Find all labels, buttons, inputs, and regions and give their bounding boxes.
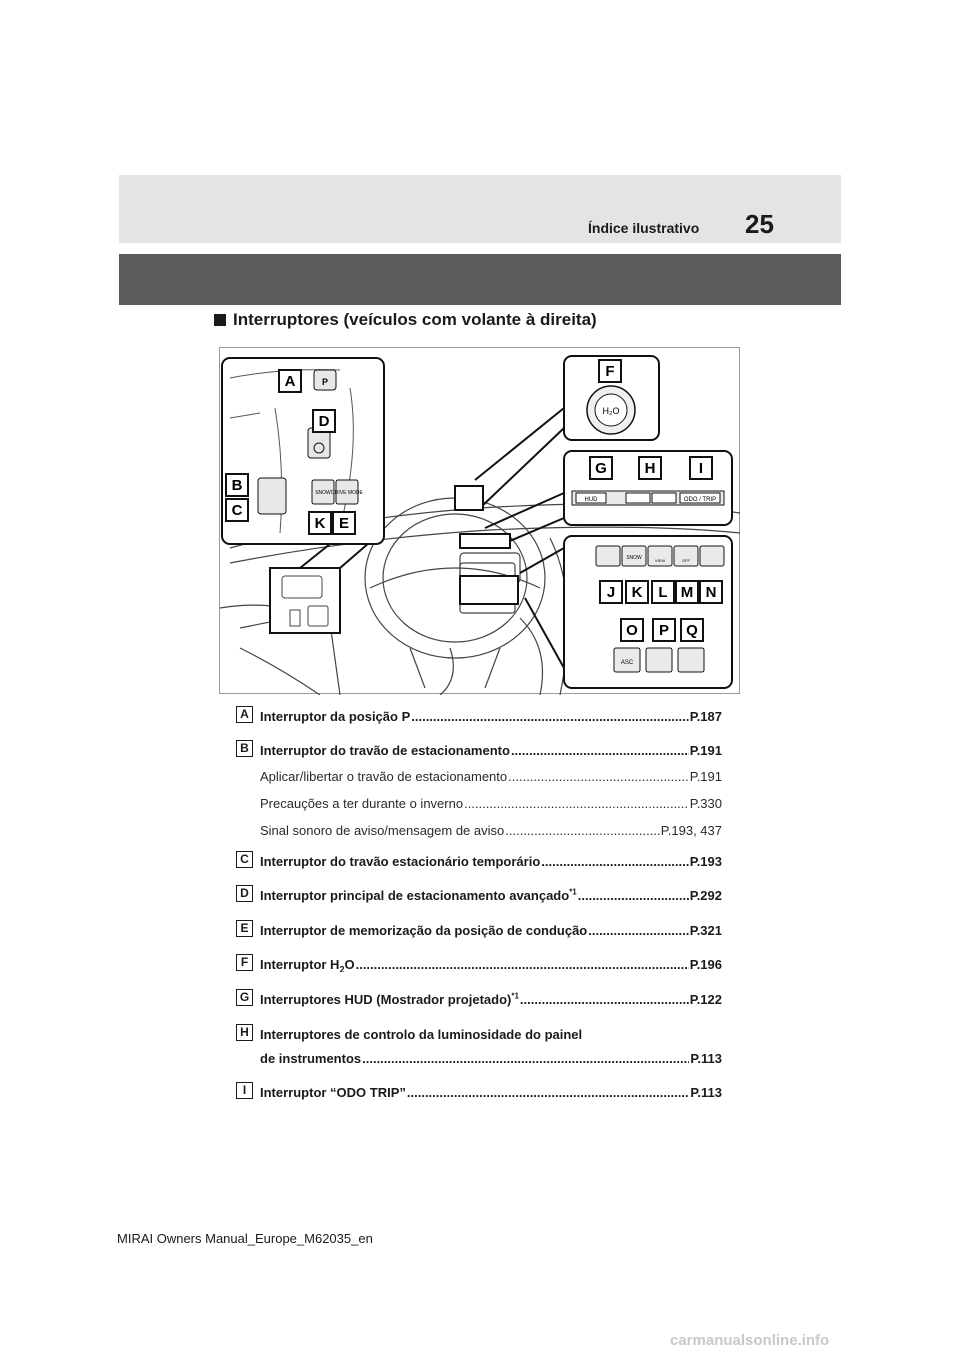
callout-o: O: [626, 622, 638, 639]
callout-m: M: [680, 584, 694, 601]
svg-text:ODO / TRIP: ODO / TRIP: [683, 497, 717, 503]
entry-letter-i: I: [236, 1082, 253, 1099]
entry-e: Interruptor de memorização da posição de condução ..... P.321: [260, 923, 722, 938]
switches-illustration: [219, 347, 740, 694]
entry-letter-h: H: [236, 1024, 253, 1041]
entry-h-line1: Interruptores de controlo da luminosidade do painel: [260, 1027, 583, 1042]
svg-text:SNOW: SNOW: [626, 555, 642, 561]
svg-text:P: P: [321, 377, 329, 387]
watermark: carmanualsonline.info: [670, 1332, 830, 1349]
inset-center-small: [455, 486, 483, 510]
heading-text: Interruptores (veículos com volante à direita): [233, 310, 597, 329]
entry-letter-f: F: [236, 954, 253, 971]
section-title: Índice ilustrativo: [588, 220, 700, 236]
entry-f: Interruptor $H_2O$ ..... P.196: [260, 957, 722, 972]
callout-e: E: [338, 515, 350, 532]
entry-c: Interruptor do travão estacionário temporário ..... P.193: [260, 854, 722, 869]
callout-j: J: [606, 584, 616, 601]
illustration-svg: [220, 348, 741, 695]
entry-a: Interruptor da posição P ..... P.187: [260, 709, 722, 724]
entry-d: Interruptor principal de estacionamento avançado$^{*1}$ ..... P.292: [260, 888, 722, 903]
footer-manual-id: MIRAI Owners Manual_Europe_M62035_en: [117, 1231, 373, 1246]
entry-letter-b: B: [236, 740, 253, 757]
callout-n: N: [705, 584, 717, 601]
entry-letter-e: E: [236, 920, 253, 937]
callout-g: G: [595, 460, 607, 477]
entry-i: Interruptor “ODO TRIP” ..... P.113: [260, 1085, 722, 1100]
svg-text:ASC: ASC: [620, 660, 634, 666]
entry-b-sub-1: Aplicar/libertar o travão de estacionamento ..... P.191: [260, 769, 722, 784]
callout-p: P: [658, 622, 670, 639]
entry-g: Interruptores HUD (Mostrador projetado)$^{*1}$ ..... P.122: [260, 992, 722, 1007]
heading-square-icon: [214, 314, 226, 326]
callout-d: D: [318, 413, 330, 430]
page-number: 25: [745, 209, 774, 239]
callout-l: L: [658, 584, 668, 601]
header-band: [119, 175, 841, 243]
callout-b: B: [231, 477, 243, 494]
callout-i: I: [698, 460, 704, 477]
section-heading: [214, 310, 597, 330]
svg-text:DRIVE MODE: DRIVE MODE: [331, 490, 363, 496]
header-dark-band: [119, 254, 841, 305]
inset-jq: [564, 536, 732, 688]
entry-letter-g: G: [236, 989, 253, 1006]
svg-text:SNOW: SNOW: [315, 490, 331, 496]
entry-h: de instrumentos ..... P.113: [260, 1051, 722, 1066]
callout-f: F: [605, 363, 615, 380]
svg-text:HUD: HUD: [584, 497, 598, 503]
callout-a: A: [284, 373, 296, 390]
svg-text:OFF: OFF: [682, 558, 690, 563]
entry-letter-a: A: [236, 706, 253, 723]
inset-left-bottom: [270, 568, 340, 633]
entry-b-sub-3: Sinal sonoro de aviso/mensagem de aviso ..... P.193, 437: [260, 823, 722, 838]
svg-text:VIEW: VIEW: [654, 558, 666, 563]
entry-b: Interruptor do travão de estacionamento ..... P.191: [260, 743, 722, 758]
callout-k2: K: [631, 584, 643, 601]
callout-h: H: [644, 460, 656, 477]
entry-letter-c: C: [236, 851, 253, 868]
entry-letter-d: D: [236, 885, 253, 902]
callout-q: Q: [686, 622, 698, 639]
callout-c: C: [231, 502, 243, 519]
entry-b-sub-2: Precauções a ter durante o inverno ..... P.330: [260, 796, 722, 811]
callout-k: K: [314, 515, 326, 532]
inset-center-panel: [460, 576, 518, 604]
inset-center-strip: [460, 534, 510, 548]
svg-text:H₂O: H₂O: [602, 406, 620, 416]
